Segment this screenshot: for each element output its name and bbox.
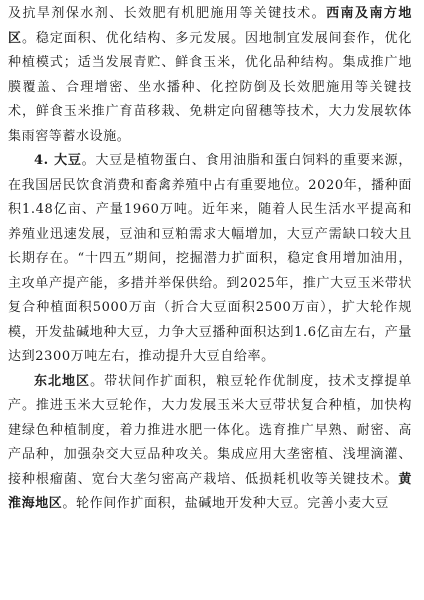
paragraph-soybean — [8, 149, 412, 370]
region-heading-northeast: 东北地区 — [34, 373, 91, 389]
text-run: 。轮作间作扩面积，盐碱地开发种大豆。完善小麦大豆 — [62, 496, 389, 511]
paragraph-southwest-south — [8, 2, 412, 149]
text-run: 。带状间作扩面积，粮豆轮作优制度，技术支撑提单产。推进玉米大豆轮作，大力发展玉米大豆带状复合种植，加快构建绿色种植制度，着力推进水肥一体化。选育推广早熟、耐密、高产品种，加强杂交大豆品种攻关。集成应用大垄密植、浅埋滴灌、接种根瘤菌、宽台大垄匀密高产栽培、低损耗机收等关键技术。 — [8, 373, 412, 487]
text-run: 及抗旱剂保水剂、长效肥有机肥施用等关键技术。 — [8, 6, 327, 21]
text-run: 。大豆是植物蛋白、食用油脂和蛋白饲料的重要来源，在我国居民饮食消费和畜禽养殖中占有重要地位。2020年，播种面积1.48亿亩、产量1960万吨。近年来，随着人民生活水平提高和养殖业迅速发展，豆油和豆粕需求大幅增加，大豆产需缺口较大且长期存在。“十四五”期间，挖掘潜力扩面积，稳定食用增加油用，主攻单产提产能，多措并举保供给。到2025年，推广大豆玉米带状复合种植面积5000万亩（折合大豆面积2500万亩），扩大轮作规模，开发盐碱地种大豆，力争大豆播种面积达到1.6亿亩左右，产量达到2300万吨左右，推动提升大豆自给率。 — [8, 153, 412, 364]
paragraph-northeast — [8, 370, 412, 517]
region-heading-southwest-south: 西南及南方地区 — [8, 6, 412, 46]
region-heading-huanghuaihai: 黄淮海地区 — [8, 471, 412, 511]
text-run: 。稳定面积、优化结构、多元发展。因地制宜发展间套作，优化种植模式；适当发展青贮、鲜食玉米，优化品种结构。集成推广地膜覆盖、合理增密、坐水播种、化控防倒及长效肥施用等关键技术，鲜食玉米推广育苗移栽、免耕定向留穗等技术，大力发展软体集雨窖等蓄水设施。 — [8, 30, 412, 144]
section-heading-soybean: 4. 大豆 — [34, 153, 82, 168]
